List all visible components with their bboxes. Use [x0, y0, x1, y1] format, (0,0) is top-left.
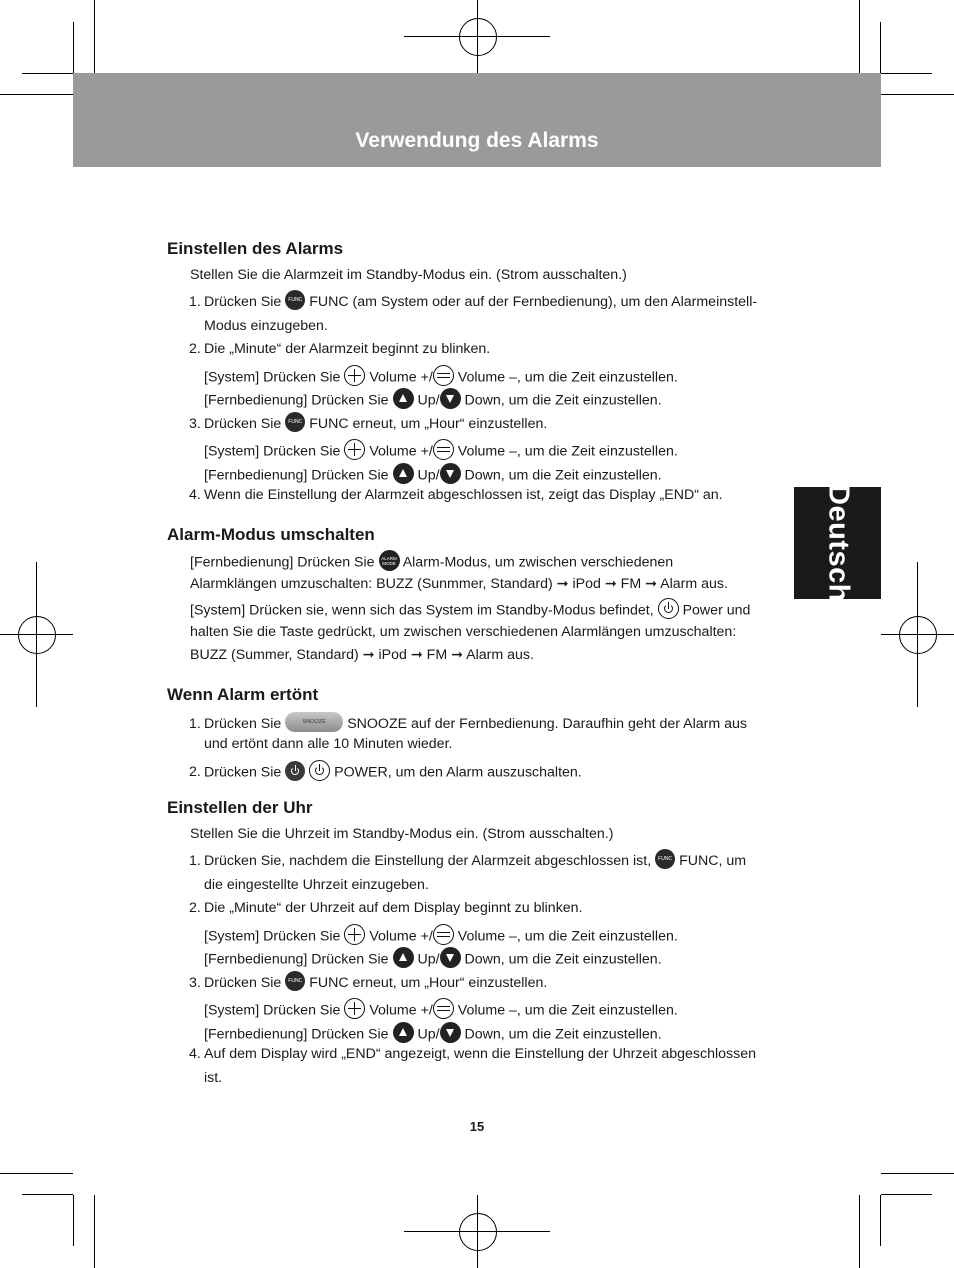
step-text: Die „Minute“ der Alarmzeit beginnt zu blinken.	[204, 341, 491, 357]
power-button-remote-icon	[285, 761, 305, 781]
step-text: FUNC (am System oder auf der Fernbedienung), um den Alarmeinstell-	[309, 294, 758, 310]
alarm-set-step-2	[189, 339, 491, 359]
clock-set-step-4: 4. Auf dem Display wird „END“ angezeigt, wenn die Einstellung der Uhrzeit abgeschlossen	[189, 1046, 757, 1062]
volume-minus-icon	[433, 439, 454, 460]
up-button-icon	[393, 1022, 414, 1043]
down-button-icon	[440, 463, 461, 484]
page-number: 15	[469, 1119, 485, 1134]
step-number: 1.	[189, 716, 201, 732]
alarm-set-step-1-cont: Modus einzugeben.	[204, 318, 328, 334]
volume-minus-icon	[433, 365, 454, 386]
heading-clock-set: Einstellen der Uhr	[167, 798, 313, 817]
step-number: 1.	[189, 853, 201, 869]
step-number: 2.	[189, 341, 201, 357]
alarm-mode-button-icon: ALARM MODE	[379, 550, 400, 571]
power-button-icon	[309, 760, 330, 781]
alarm-set-step-1	[189, 292, 758, 312]
step-number: 2.	[189, 764, 201, 780]
language-tab-label: Deutsch	[822, 484, 854, 602]
func-button-icon: FUNC	[285, 290, 305, 310]
step-number: 4.	[189, 1046, 201, 1062]
clock-set-step-1-cont: die eingestellte Uhrzeit einzugeben.	[204, 877, 429, 893]
alarm-mode-system-line-3: BUZZ (Summer, Standard) ➞ iPod ➞ FM ➞ Alarm aus.	[190, 647, 534, 663]
step-number: 3.	[189, 975, 201, 991]
volume-plus-icon	[344, 998, 365, 1019]
clock-set-intro: Stellen Sie die Uhrzeit im Standby-Modus ein. (Strom ausschalten.)	[190, 826, 614, 842]
clock-set-step-1: 1. Drücken Sie, nachdem die Einstellung der Alarmzeit abgeschlossen ist, FUNC FUNC, um	[204, 851, 746, 871]
heading-alarm-ring: Wenn Alarm ertönt	[167, 685, 319, 704]
up-button-icon	[393, 463, 414, 484]
heading-alarm-set: Einstellen des Alarms	[167, 239, 344, 258]
up-button-icon	[393, 388, 414, 409]
down-button-icon	[440, 388, 461, 409]
alarm-set-step-4: 4. Wenn die Einstellung der Alarmzeit abgeschlossen ist, zeigt das Display „END“ an.	[189, 487, 723, 503]
volume-minus-icon	[433, 924, 454, 945]
clock-set-remote-minute: [Fernbedienung] Drücken Sie Up/ Down, um die Zeit einzustellen.	[204, 949, 662, 970]
alarm-set-remote-minute: [Fernbedienung] Drücken Sie Up/ Down, um die Zeit einzustellen.	[204, 390, 662, 411]
func-button-icon: FUNC	[285, 412, 305, 432]
alarm-set-remote-hour: [Fernbedienung] Drücken Sie Up/ Down, um die Zeit einzustellen.	[204, 465, 662, 486]
clock-set-step-4-cont: ist.	[204, 1070, 223, 1086]
down-button-icon	[440, 947, 461, 968]
volume-plus-icon	[344, 365, 365, 386]
alarm-mode-remote-line-2: Alarmklängen umzuschalten: BUZZ (Sunmmer, Standard) ➞ iPod ➞ FM ➞ Alarm aus.	[190, 576, 728, 592]
alarm-ring-step-1: 1. Drücken Sie SNOOZE SNOOZE auf der Fernbedienung. Daraufhin geht der Alarm aus	[204, 714, 747, 734]
volume-plus-icon	[344, 924, 365, 945]
clock-set-remote-hour: [Fernbedienung] Drücken Sie Up/ Down, um die Zeit einzustellen.	[204, 1024, 662, 1045]
language-tab	[794, 484, 881, 602]
chapter-title: Verwendung des Alarms	[355, 129, 599, 152]
step-number: 3.	[189, 416, 201, 432]
step-text: Drücken Sie	[204, 294, 282, 310]
clock-set-system-minute: [System] Drücken Sie Volume +/ Volume –, um die Zeit einzustellen.	[204, 926, 678, 947]
func-button-icon: FUNC	[285, 971, 305, 991]
alarm-set-system-minute: [System] Drücken Sie Volume +/ Volume –, um die Zeit einzustellen.	[204, 367, 678, 388]
chapter-header	[73, 73, 881, 167]
step-number: 4.	[189, 487, 201, 503]
power-button-icon	[658, 598, 679, 619]
alarm-set-intro: Stellen Sie die Alarmzeit im Standby-Modus ein. (Strom ausschalten.)	[190, 267, 627, 283]
step-number: 2.	[189, 900, 201, 916]
alarm-mode-remote-line-1: [Fernbedienung] Drücken Sie ALARM MODE Alarm-Modus, um zwischen verschiedenen	[190, 552, 673, 573]
clock-set-system-hour: [System] Drücken Sie Volume +/ Volume –, um die Zeit einzustellen.	[204, 1000, 678, 1021]
alarm-set-system-hour: [System] Drücken Sie Volume +/ Volume –, um die Zeit einzustellen.	[204, 441, 678, 462]
clock-set-step-2: 2. Die „Minute“ der Uhrzeit auf dem Display beginnt zu blinken.	[189, 900, 583, 916]
alarm-ring-step-1-cont: und ertönt dann alle 10 Minuten wieder.	[204, 736, 453, 752]
volume-minus-icon	[433, 998, 454, 1019]
heading-alarm-mode: Alarm-Modus umschalten	[167, 525, 375, 544]
alarm-set-step-3: 3. Drücken Sie FUNC FUNC erneut, um „Hour“ einzustellen.	[204, 414, 547, 434]
down-button-icon	[440, 1022, 461, 1043]
func-button-icon: FUNC	[655, 849, 675, 869]
clock-set-step-3: 3. Drücken Sie FUNC FUNC erneut, um „Hour“ einzustellen.	[204, 973, 547, 993]
snooze-button-icon: SNOOZE	[285, 712, 343, 732]
step-number: 1.	[189, 294, 201, 310]
alarm-mode-system-line-2: halten Sie die Taste gedrückt, um zwischen verschiedenen Alarmlängen umzuschalten:	[190, 624, 737, 640]
volume-plus-icon	[344, 439, 365, 460]
alarm-ring-step-2: 2. Drücken Sie POWER, um den Alarm auszuschalten.	[204, 762, 582, 783]
alarm-mode-system-line-1: [System] Drücken sie, wenn sich das System im Standby-Modus befindet, Power und	[190, 600, 750, 621]
up-button-icon	[393, 947, 414, 968]
